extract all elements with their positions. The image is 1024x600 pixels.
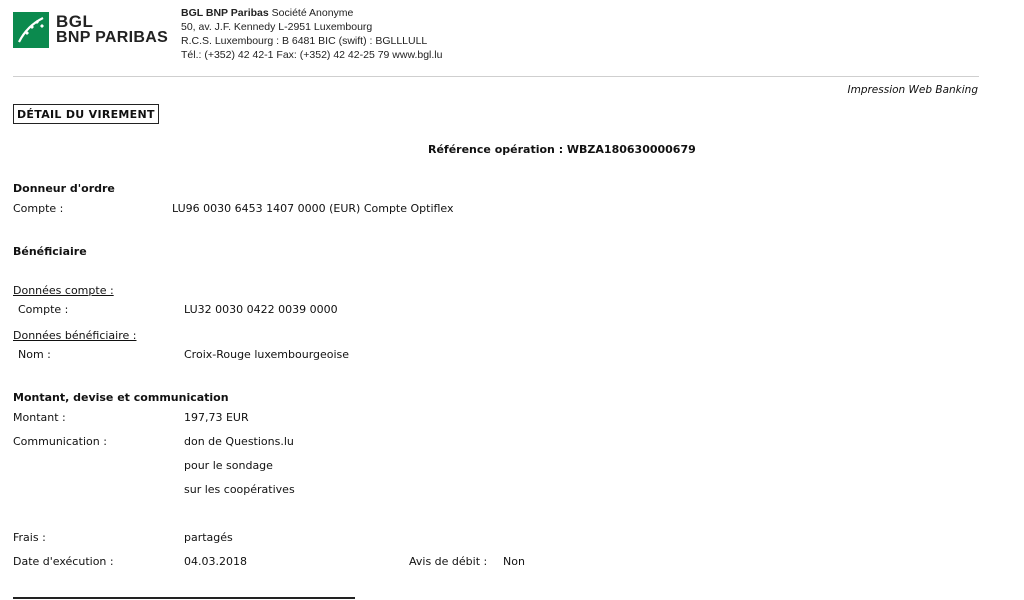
communication-label: Communication :: [13, 435, 107, 448]
communication-line-3: sur les coopératives: [184, 483, 295, 496]
header-divider: [13, 76, 979, 77]
communication-line-2: pour le sondage: [184, 459, 273, 472]
ordering-heading: Donneur d'ordre: [13, 182, 115, 195]
execution-date-label: Date d'exécution :: [13, 555, 114, 568]
bank-contact: Tél.: (+352) 42 42-1 Fax: (+352) 42 42-25 79 www.bgl.lu: [181, 49, 443, 61]
bank-form: Société Anonyme: [268, 7, 354, 19]
bank-registry: R.C.S. Luxembourg : B 6481 BIC (swift) : BGLLLULL: [181, 35, 428, 47]
debit-notice-label: Avis de débit :: [409, 555, 488, 568]
amount-label: Montant :: [13, 411, 66, 424]
beneficiary-data-label: Données bénéficiaire :: [13, 329, 137, 342]
signature-line: [13, 597, 355, 599]
logo-line-2: BNP PARIBAS: [56, 29, 169, 46]
ordering-account-label: Compte :: [13, 202, 64, 215]
bank-logo: [13, 12, 168, 48]
communication-line-1: don de Questions.lu: [184, 435, 294, 448]
fees-value: partagés: [184, 531, 233, 544]
bank-address: 50, av. J.F. Kennedy L-2951 Luxembourg: [181, 21, 373, 33]
amount-value: 197,73 EUR: [184, 411, 249, 424]
execution-date-value: 04.03.2018: [184, 555, 247, 568]
beneficiary-name-value: Croix-Rouge luxembourgeoise: [184, 348, 350, 361]
operation-reference: Référence opération : WBZA180630000679: [428, 143, 696, 156]
beneficiary-heading: Bénéficiaire: [13, 245, 87, 258]
amount-heading: Montant, devise et communication: [13, 391, 229, 404]
bnp-stars-icon: [13, 12, 49, 48]
beneficiary-name-label: Nom :: [18, 348, 51, 361]
logo-wordmark: [56, 14, 168, 46]
fees-label: Frais :: [13, 531, 46, 544]
print-label: Impression Web Banking: [847, 84, 978, 96]
debit-notice-value: Non: [503, 555, 525, 568]
beneficiary-account-value: LU32 0030 0422 0039 0000: [184, 303, 338, 316]
logo-line-1: BGL: [56, 12, 94, 31]
bank-name: BGL BNP Paribas: [181, 7, 269, 19]
beneficiary-account-label: Compte :: [18, 303, 69, 316]
bank-name-line: [181, 6, 442, 20]
bank-info: [181, 6, 442, 62]
document-title: DÉTAIL DU VIREMENT: [13, 104, 159, 124]
ordering-account-value: LU96 0030 6453 1407 0000 (EUR) Compte Optiflex: [172, 202, 454, 215]
account-data-label: Données compte :: [13, 284, 114, 297]
